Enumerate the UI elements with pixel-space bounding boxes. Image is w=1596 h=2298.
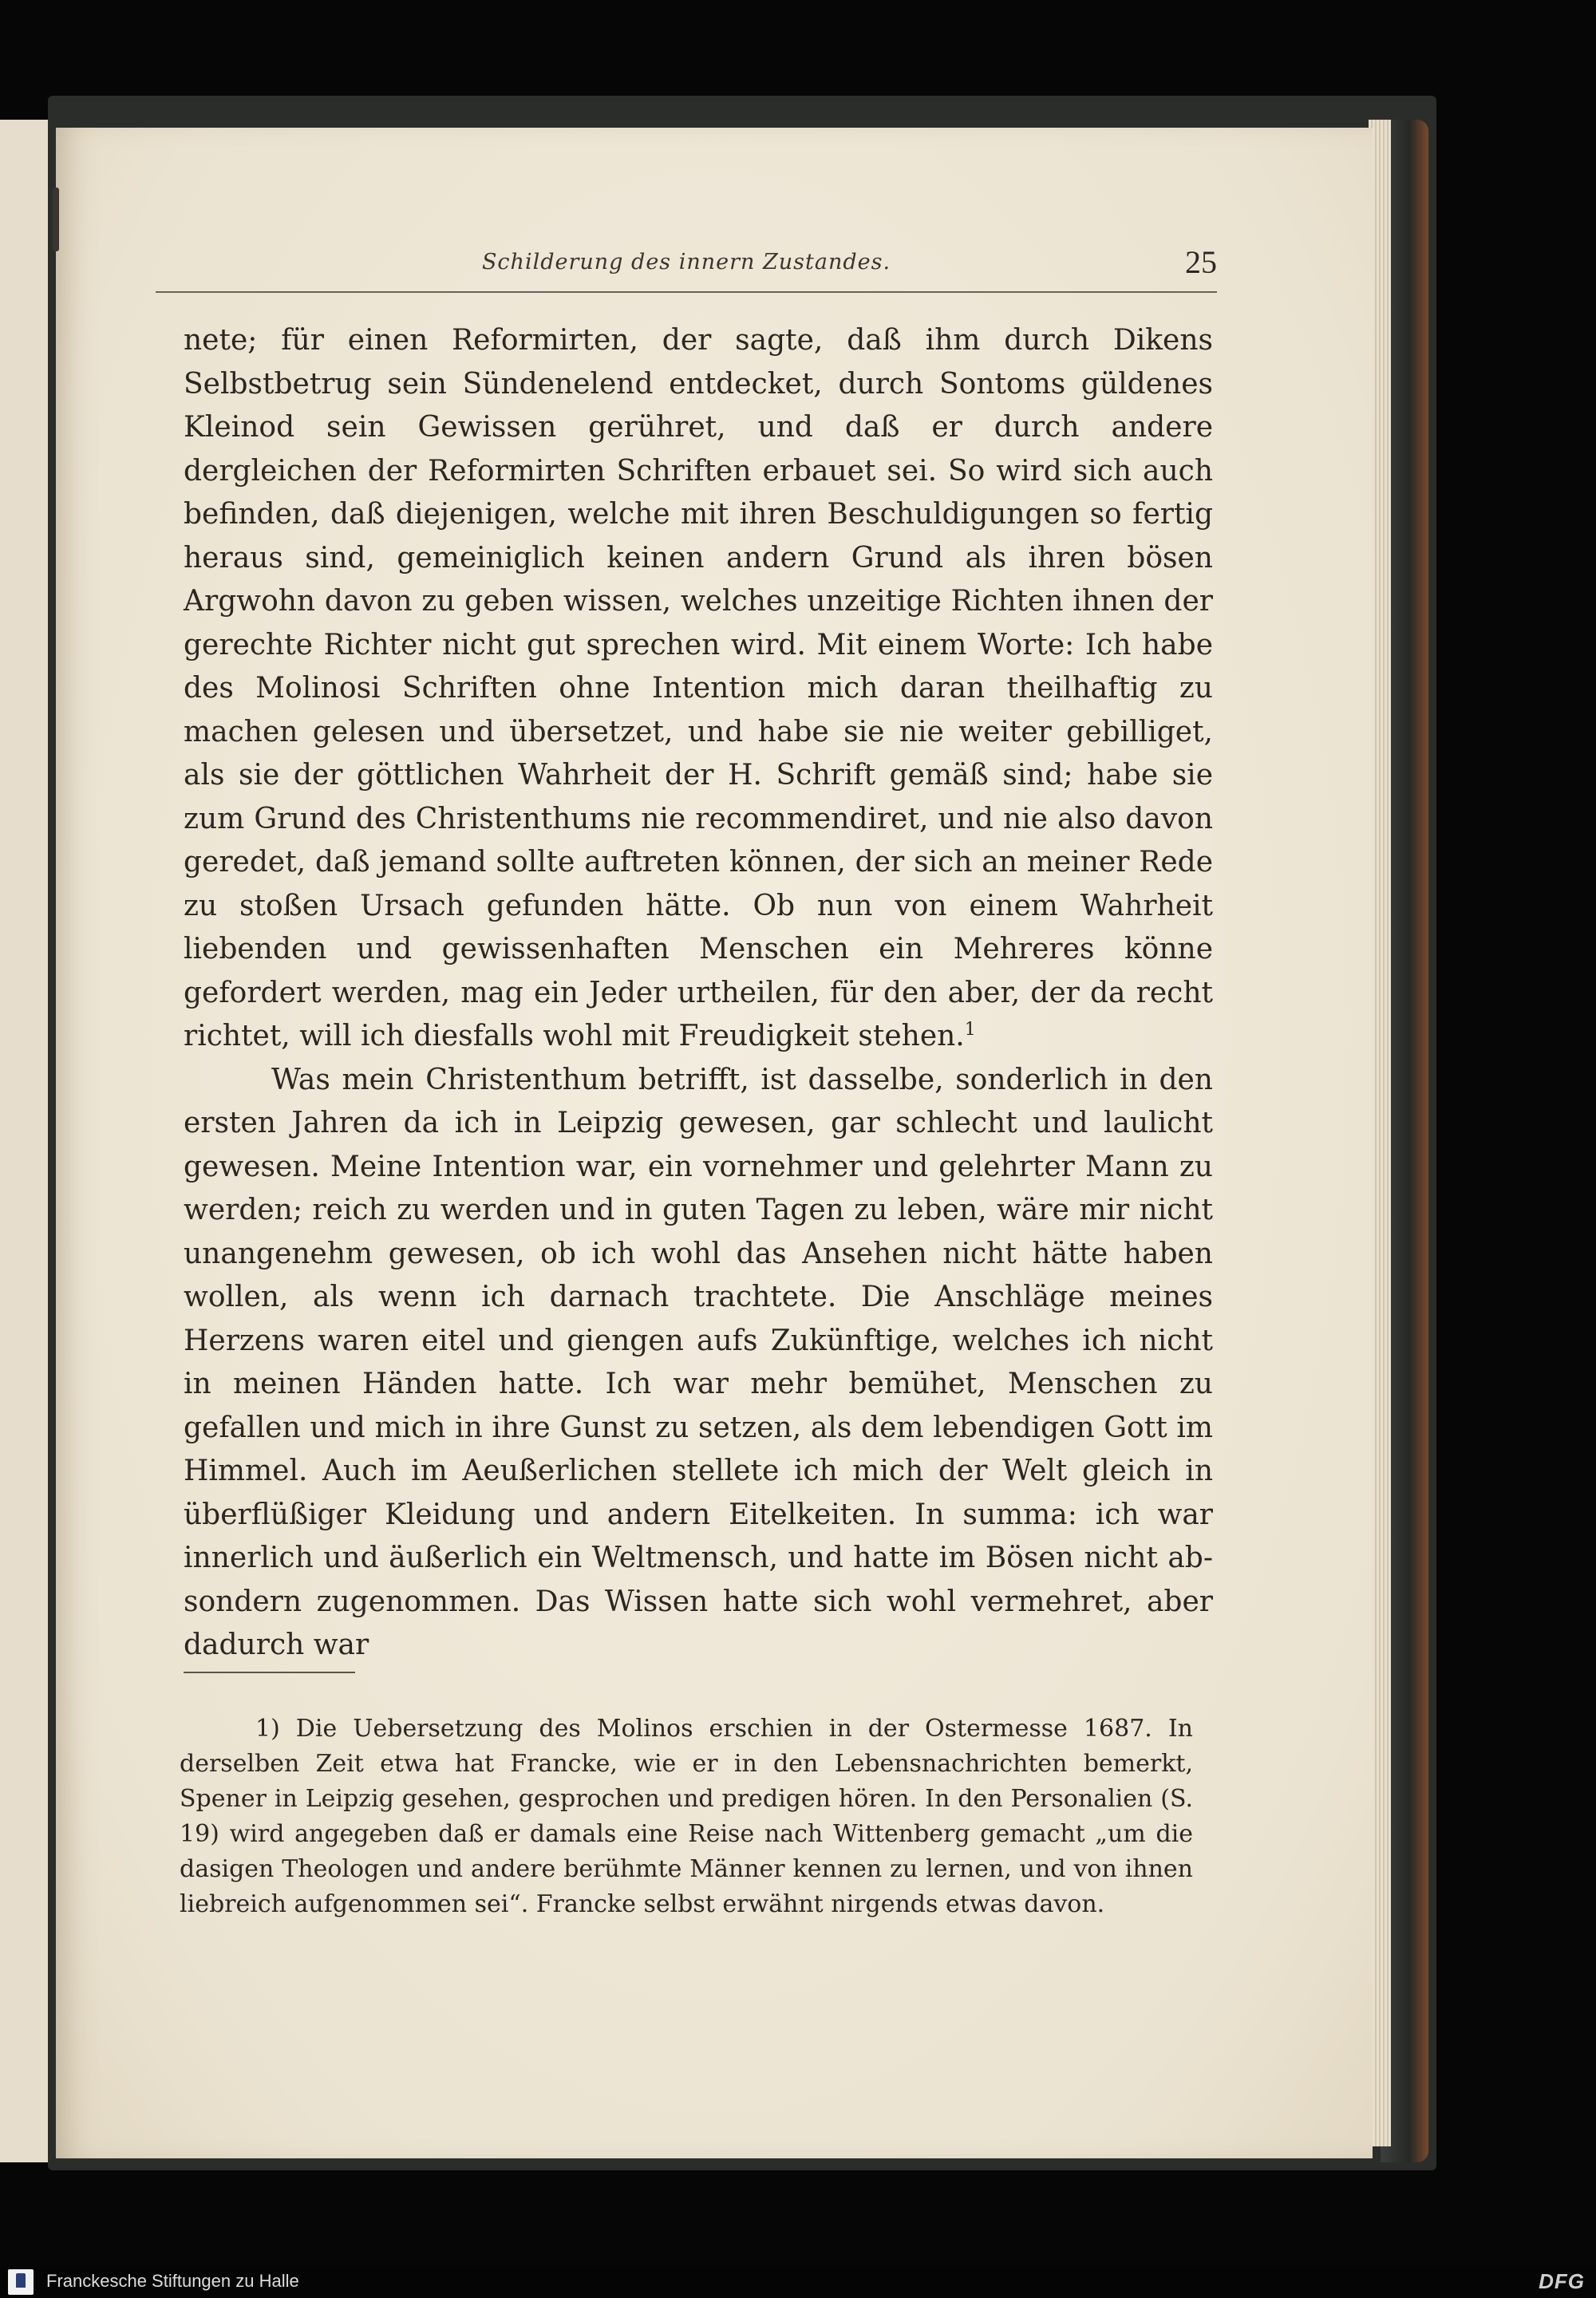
footnote: 1) Die Uebersetzung des Molinos erschien in der Ostermesse 1687. In derselben Zeit etwa hat Francke, wie er in den Lebensnachrichten bemerkt, Spener in Leipzig gesehen, gesprochen und predigen hören. In den Personalien (S. 19) wird angegeben daß er damals eine Reise nach Wittenberg gemacht „um die dasigen Theologen und andere berühmte Männer kennen zu lernen, und von ihnen liebreich aufgenommen sei“. Francke selbst erwähnt nirgends etwas davon. — [180, 1715, 1193, 1918]
paragraph-1 — [184, 319, 1213, 1059]
institution-logo-icon — [8, 2269, 34, 2295]
footnote-reference: 1 — [964, 1020, 976, 1040]
running-head: Schilderung des innern Zustandes. — [481, 250, 891, 274]
dfg-logo: DFG — [1539, 2269, 1585, 2293]
main-text — [184, 319, 1213, 1668]
paragraph-2: Was mein Christenthum betrifft, ist dasselbe, sonderlich in den ersten Jahren da ich in Leipzig gewesen, gar schlecht und laulicht gewesen. Meine Intention war, ein vornehmer und gelehrter Mann zu werden; reich zu werden und in guten Tagen zu leben, wäre mir nicht unangenehm gewesen, ob ich wohl das Ansehen nicht hätte haben wollen, als wenn ich darnach trachtete. Die Anschläge meines Herzens waren eitel und giengen aufs Zukünftige, welches ich nicht in meinen Händen hatte. Ich war mehr bemühet, Menschen zu gefallen und mich in ihre Gunst zu setzen, als dem lebendigen Gott im Himmel. Auch im Aeußerlichen stellete ich mich der Welt gleich in überflüßiger Kleidung und andern Eitelkeiten. In summa: ich war innerlich und äußerlich ein Weltmensch, und hatte im Bösen nicht ab- sondern zugenommen. Das Wissen hatte sich wohl vermehret, aber dadurch war — [184, 1063, 1213, 1661]
paragraph-1-text: nete; für einen Reformirten, der sagte, daß ihm durch Dikens Selbstbetrug sein Sündenelend entdecket, durch Sontoms güldenes Kleinod sein Gewissen gerühret, und daß er durch andere dergleichen der Reformirten Schriften erbauet sei. So wird sich auch befinden, daß diejenigen, welche mit ihren Beschuldigungen so fertig heraus sind, gemeiniglich keinen andern Grund als ihren bösen Argwohn davon zu geben wissen, welches unzeitige Richten ihnen der gerechte Richter nicht gut sprechen wird. Mit einem Worte: Ich habe des Molinosi Schriften ohne Intention mich daran theilhaftig zu machen gelesen und übersetzet, und habe sie nie weiter gebilliget, als sie der göttlichen Wahrheit der H. Schrift gemäß sind; habe sie zum Grund des Christenthums nie recommendiret, und nie also davon geredet, daß jemand sollte auftreten können, der sich an meiner Rede zu stoßen Ursach gefunden hätte. Ob nun von einem Wahrheit liebenden und gewissenhaften Menschen ein Mehreres könne gefordert werden, mag ein Jeder urtheilen, für den aber, der da recht richtet, will ich diesfalls wohl mit Freudigkeit stehen. — [184, 324, 1213, 1052]
binding-thread — [53, 188, 59, 251]
credit-bar — [0, 2266, 1596, 2298]
page-header — [156, 243, 1217, 293]
footnote-rule — [184, 1672, 355, 1673]
institution-credit: Franckesche Stiftungen zu Halle — [46, 2271, 299, 2291]
page-number: 25 — [1185, 244, 1217, 280]
